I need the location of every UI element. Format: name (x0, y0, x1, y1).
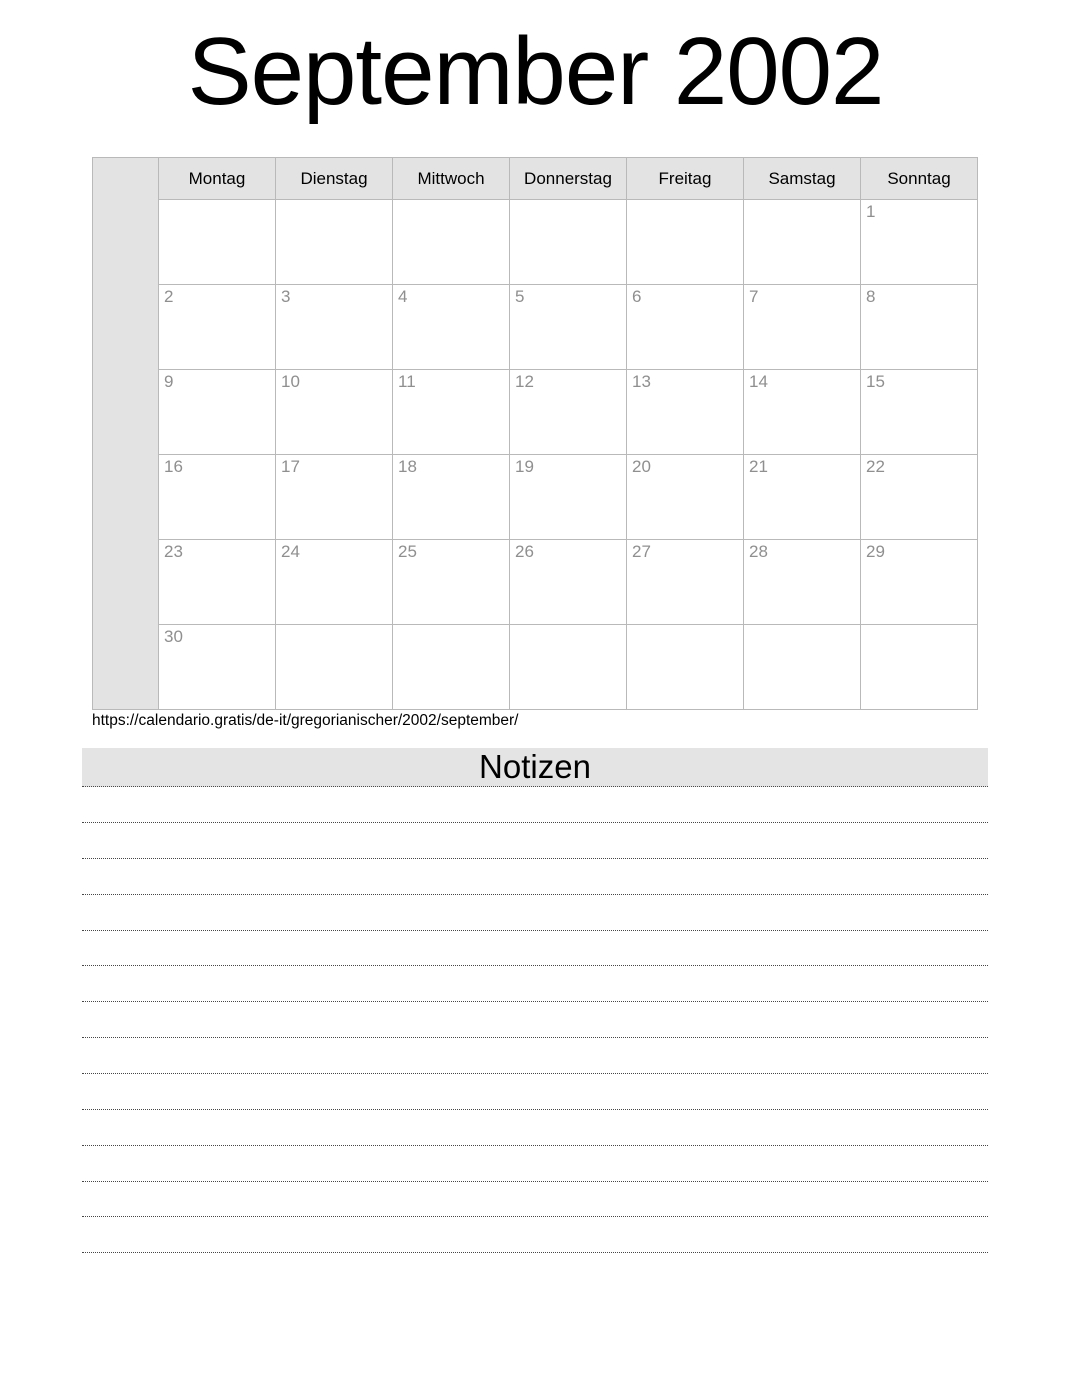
day-number: 16 (164, 457, 183, 476)
day-number: 12 (515, 372, 534, 391)
day-cell-7 (744, 285, 861, 370)
day-cell-21 (744, 455, 861, 540)
weekday-header-sonntag: Sonntag (861, 158, 978, 200)
day-number: 15 (866, 372, 885, 391)
note-writing-line (82, 965, 988, 966)
day-cell-26 (510, 540, 627, 625)
day-number (744, 200, 860, 202)
day-cell-20 (627, 455, 744, 540)
day-number: 4 (398, 287, 408, 306)
day-number: 3 (281, 287, 291, 306)
day-cell-1 (861, 200, 978, 285)
note-writing-line (82, 1252, 988, 1253)
day-cell-11 (393, 370, 510, 455)
day-number: 21 (749, 457, 768, 476)
day-number: 19 (515, 457, 534, 476)
note-writing-line (82, 930, 988, 931)
day-number (861, 625, 977, 627)
calendar-week-row (93, 370, 978, 455)
day-number: 22 (866, 457, 885, 476)
weekday-header-freitag: Freitag (627, 158, 744, 200)
weekday-header-montag: Montag (159, 158, 276, 200)
calendar-week-row (93, 285, 978, 370)
note-writing-line (82, 858, 988, 859)
day-cell-empty (276, 625, 393, 710)
day-number: 30 (164, 627, 183, 646)
day-cell-empty (393, 200, 510, 285)
weekday-header-samstag: Samstag (744, 158, 861, 200)
weekday-header-mittwoch: Mittwoch (393, 158, 510, 200)
day-number: 2 (164, 287, 174, 306)
day-number: 11 (398, 372, 416, 391)
day-cell-empty (159, 200, 276, 285)
day-cell-30 (159, 625, 276, 710)
day-cell-empty (861, 625, 978, 710)
day-cell-empty (627, 200, 744, 285)
day-cell-28 (744, 540, 861, 625)
day-cell-25 (393, 540, 510, 625)
day-number: 20 (632, 457, 651, 476)
day-number: 7 (749, 287, 759, 306)
note-writing-line (82, 822, 988, 823)
day-number: 9 (164, 372, 174, 391)
day-number: 1 (866, 202, 876, 221)
day-number: 29 (866, 542, 885, 561)
day-number: 14 (749, 372, 768, 391)
day-cell-empty (276, 200, 393, 285)
day-number (627, 200, 743, 202)
day-number (627, 625, 743, 627)
day-cell-14 (744, 370, 861, 455)
day-cell-8 (861, 285, 978, 370)
day-cell-3 (276, 285, 393, 370)
note-writing-line (82, 1001, 988, 1002)
day-cell-19 (510, 455, 627, 540)
day-cell-29 (861, 540, 978, 625)
note-writing-line (82, 1145, 988, 1146)
day-number: 18 (398, 457, 417, 476)
day-cell-22 (861, 455, 978, 540)
day-cell-27 (627, 540, 744, 625)
day-cell-15 (861, 370, 978, 455)
day-cell-18 (393, 455, 510, 540)
calendar-gutter-column (93, 158, 159, 710)
day-cell-16 (159, 455, 276, 540)
day-cell-empty (627, 625, 744, 710)
note-writing-line (82, 1037, 988, 1038)
day-cell-empty (393, 625, 510, 710)
day-number: 24 (281, 542, 300, 561)
day-number: 8 (866, 287, 876, 306)
day-cell-17 (276, 455, 393, 540)
day-cell-12 (510, 370, 627, 455)
day-number: 25 (398, 542, 417, 561)
day-cell-10 (276, 370, 393, 455)
calendar-container (92, 157, 978, 710)
day-number (276, 200, 392, 202)
calendar-week-row (93, 540, 978, 625)
page-title: September 2002 (187, 18, 884, 125)
day-cell-13 (627, 370, 744, 455)
day-number (510, 200, 626, 202)
day-cell-9 (159, 370, 276, 455)
day-number (159, 200, 275, 202)
day-number (276, 625, 392, 627)
day-number: 13 (632, 372, 651, 391)
weekday-header-donnerstag: Donnerstag (510, 158, 627, 200)
day-number: 6 (632, 287, 642, 306)
day-cell-empty (510, 200, 627, 285)
calendar-table (92, 157, 978, 710)
day-cell-4 (393, 285, 510, 370)
note-writing-line (82, 1109, 988, 1110)
day-cell-empty (744, 625, 861, 710)
day-number (744, 625, 860, 627)
note-writing-line (82, 1216, 988, 1217)
day-cell-empty (744, 200, 861, 285)
calendar-header-row (93, 158, 978, 200)
day-number: 26 (515, 542, 534, 561)
day-cell-6 (627, 285, 744, 370)
day-number: 17 (281, 457, 300, 476)
calendar-week-row (93, 625, 978, 710)
day-number: 27 (632, 542, 651, 561)
note-writing-line (82, 894, 988, 895)
weekday-header-dienstag: Dienstag (276, 158, 393, 200)
day-number (393, 200, 509, 202)
day-cell-2 (159, 285, 276, 370)
day-cell-24 (276, 540, 393, 625)
note-writing-line (82, 1181, 988, 1182)
calendar-week-row (93, 200, 978, 285)
day-cell-empty (510, 625, 627, 710)
day-cell-23 (159, 540, 276, 625)
day-number: 10 (281, 372, 300, 391)
day-number (510, 625, 626, 627)
notes-title: Notizen (479, 748, 591, 785)
day-number (393, 625, 509, 627)
note-writing-line (82, 1073, 988, 1074)
day-number: 23 (164, 542, 183, 561)
source-url-text: https://calendario.gratis/de-it/gregorianischer/2002/september/ (92, 712, 519, 729)
day-cell-5 (510, 285, 627, 370)
notes-header-bar (82, 748, 988, 787)
day-number: 5 (515, 287, 525, 306)
day-number: 28 (749, 542, 768, 561)
calendar-week-row (93, 455, 978, 540)
